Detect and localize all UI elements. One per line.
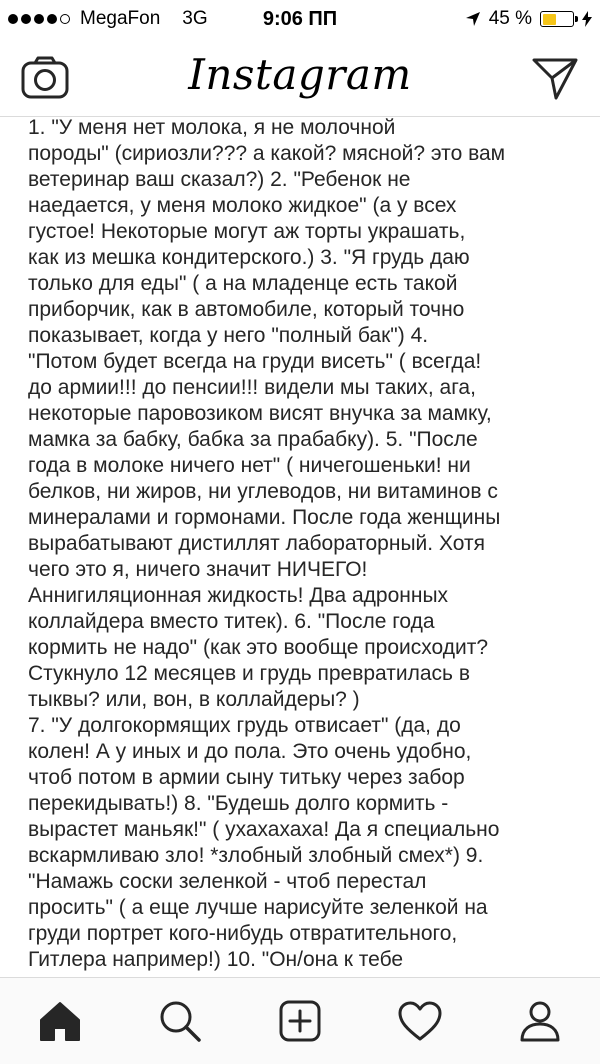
home-icon (38, 1000, 82, 1042)
tab-profile[interactable] (510, 991, 570, 1051)
tab-activity[interactable] (390, 991, 450, 1051)
location-arrow-icon (465, 11, 481, 27)
charging-icon (582, 11, 592, 27)
status-bar (0, 0, 600, 40)
heart-icon (397, 1000, 443, 1042)
app-logo: Instagram (188, 50, 412, 99)
battery-level (543, 14, 556, 25)
battery-icon (540, 11, 574, 27)
send-icon (530, 56, 580, 100)
post-caption: 1. "У меня нет молока, я не молочной породы" (сириозли??? а какой? мясной? это вам ветеринар ваш сказал?) 2. "Ребенок не наедается, у меня молоко жидкое" (а у всех густое! Некоторые могут аж торты украшать, как из мешка кондитерского.) 3. "Я грудь даю только для еды" ( а на младенце есть такой приборчик, как в автомобиле, который точно показывает, когда у него "полный бак") 4. "Потом будет всегда на груди висеть" ( всегда! до армии!!! до пенсии!!! видели мы таких, ага, некоторые паровозиком висят внучка за мамку, мамка за бабку, бабка за прабабку). 5. "После года в молоке ничего нет" ( ничегошеньки! ни белков, ни жиров, ни углеводов, ни витаминов с минералами и гормонами. После года женщины вырабатывают дистиллят лабораторный. Хотя чего это я, ничего значит НИЧЕГО! Аннигиляционная жидкость! Два адронных коллайдера вместо титек). 6. "После года кормить не надо" (как это вообще происходит? Стукнуло 12 месяцев и грудь превратилась в тыквы? или, вон, в коллайдеры? ) 7. "У долгокормящих грудь отвисает" (да, до колен! А у иных и до пола. Это очень удобно, чтоб потом в армии сыну титьку через забор перекидывать!) 8. "Будешь долго кормить - вырастет маньяк!" ( ухахахаха! Да я специально вскармливаю зло! *злобный злобный смех*) 9. "Намажь соски зеленкой - чтоб перестал просить" ( а еще лучше нарисуйте зеленкой на груди портрет кого-нибудь отвратительного, Гитлера например!) 10. "Он/она к тебе (28, 117, 506, 971)
tab-home[interactable] (30, 991, 90, 1051)
add-post-icon (278, 999, 322, 1043)
status-right (465, 8, 592, 30)
app-header (0, 40, 600, 117)
direct-message-button[interactable] (530, 56, 580, 100)
tab-search[interactable] (150, 991, 210, 1051)
profile-icon (518, 999, 562, 1043)
status-time: 9:06 ПП (262, 8, 338, 30)
post-content (0, 117, 600, 977)
bottom-tab-bar (0, 977, 600, 1064)
carrier-name: MegaFon (80, 8, 161, 29)
tab-add[interactable] (270, 991, 330, 1051)
search-icon (158, 999, 202, 1043)
network-type: 3G (182, 8, 208, 29)
battery-percent: 45 % (488, 8, 532, 29)
